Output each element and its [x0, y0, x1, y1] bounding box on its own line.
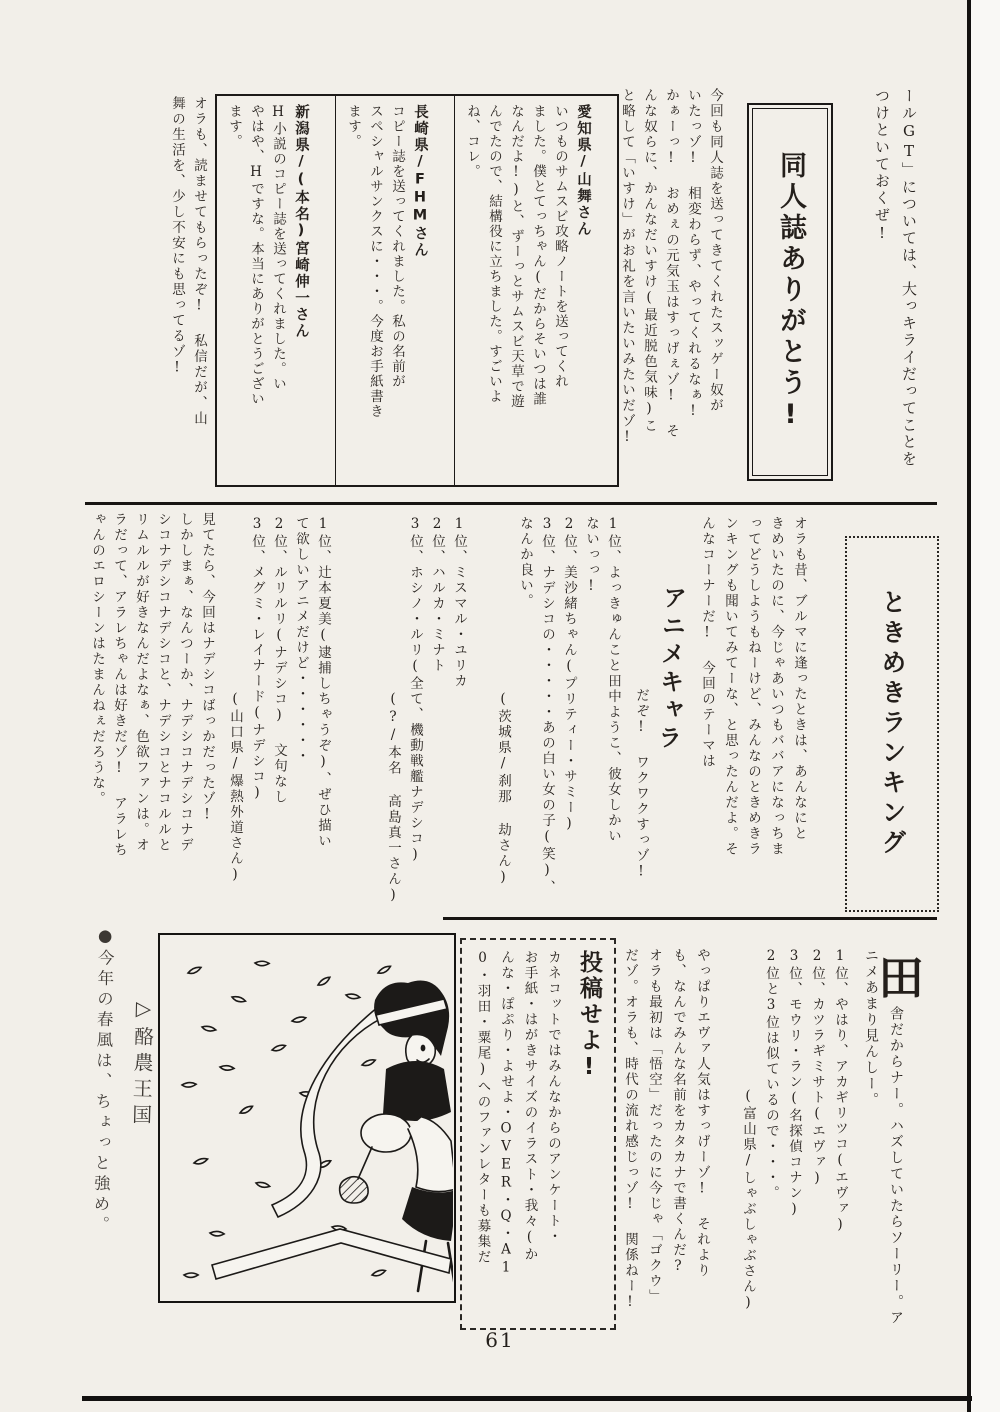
letter-col: やはや、Hですな。本当にありがとうござい	[248, 104, 264, 407]
ranking-entry-4	[736, 948, 851, 1346]
ranking-entry-credit: (茨城県/刹那 劫さん)	[495, 691, 511, 887]
scan-edge-right	[967, 0, 971, 1412]
letter-cell-aichi	[455, 96, 617, 485]
letter-col: スペシャルサンクスに・・・。今度お手紙書き	[367, 104, 383, 419]
letter-cell-nagasaki	[336, 96, 455, 485]
thanks-intro-col: いたっゾ! 相変わらず、やってくれるなぁ!	[685, 88, 701, 421]
thanks-intro-col: んな奴らに、かんなだいすけ(最近脱色気味)こ	[641, 88, 657, 434]
letter-col: ね、コレ。	[464, 104, 480, 179]
outro-col: も、なんでみんな名前をカタカナで書くんだ?	[670, 948, 686, 1276]
ranking-entry-credit: (?/本名 高島真一さん)	[385, 691, 401, 905]
outro-col: やっぱりエヴァ人気はすっげーゾ! それより	[694, 948, 710, 1279]
ranking-theme-suffix-wrap	[630, 516, 652, 924]
ranking-entry-2	[382, 516, 470, 922]
illustration-frame	[158, 933, 456, 1303]
thanks-aside	[166, 96, 210, 506]
ranking-entry-col: 1位、辻本夏美(逮捕しちゃうぞ)、ぜひ描い	[315, 516, 331, 849]
rural-intro-col: 舎だからナー。ハズしていたらソーリー。ア	[888, 1006, 904, 1326]
ranking-intro-col: ってどうしようもねーけど、みんなのときめきラ	[745, 516, 761, 857]
commentary-col: しかしまぁ、なんつーか、ナデシコナデシコナデ	[177, 512, 193, 853]
commentary-col: シコナデシコナデシコと、ナデシコとナコルルと	[155, 512, 171, 853]
letter-header: 長崎県/FHMさん	[412, 104, 428, 259]
ranking-intro-col: んなコーナーだ! 今回のテーマは	[699, 516, 715, 769]
ranking-entry-col: 1位、よっきゅんこと田中ようこ、彼女しかい	[605, 516, 621, 844]
thanks-title: 同人誌ありがとう!	[775, 150, 806, 434]
thanks-aside-col: オラも、読ませてもらったぞ! 私信だが、山	[191, 96, 207, 427]
ranking-entry-col: て欲しいアニメだけど・・・・・・	[293, 516, 309, 764]
commentary-col: 見てたら、今回はナデシコばっかだったゾ!	[199, 512, 215, 825]
ranking-commentary	[86, 512, 218, 948]
ranking-entry-col: 2位と3位は似ているので・・・。	[763, 948, 779, 1201]
outro-col: だゾ。オラも、時代の流れ感じっゾ! 関係ねー!	[622, 948, 638, 1312]
thanks-intro-col: 今回も同人誌を送ってきてくれたスッゲー奴が	[707, 88, 723, 414]
submit-body	[470, 950, 564, 1318]
margin-note-col: つけといておくぜ!	[873, 88, 891, 244]
rural-intro-col: ニメあまり見んしー。	[863, 948, 879, 1108]
letter-col: H小説のコピー誌を送ってくれました。い	[270, 104, 286, 392]
letter-col: いつものサムスビ攻略ノートを送ってくれ	[552, 104, 568, 389]
ranking-entry-1	[492, 516, 624, 922]
section-divider-bottom	[443, 917, 937, 920]
illustration-caption-title: ▷酪農王国	[128, 995, 156, 1131]
girl-in-wind-sketch	[160, 935, 453, 1300]
ranking-intro-col: ンキングも聞いてみてーな、と思ったんだよ。そ	[722, 516, 738, 857]
commentary-col: ゃんのエロシーンはたまんねぇだろうな。	[89, 512, 105, 807]
commentary-col: リムルルが好きなんだよなぁ、色欲ファンは。オ	[133, 512, 149, 853]
letter-col: んでたので、結構役に立ちました。すごいよ	[486, 104, 502, 404]
letter-col: ます。	[226, 104, 242, 149]
letter-col: ます。	[345, 104, 361, 149]
rural-dropcap: 田	[878, 951, 924, 1005]
ranking-intro-col: オラも昔、ブルマに逢ったときは、あんなにと	[791, 516, 807, 842]
ranking-entry-col: 3位、ナデシコの・・・・・あの白い女の子(笑)、	[539, 516, 555, 896]
ranking-entry-col: 1位、ミスマル・ユリカ	[451, 516, 467, 689]
ranking-theme-suffix: だぞ! ワクワクすっゾ!	[633, 688, 649, 882]
thanks-intro-col: かぁーっ! おめぇの元気玉はすっげぇゾ! そ	[663, 88, 679, 439]
ranking-outro	[618, 948, 714, 1352]
ranking-entry-credit: (山口県/爆熱外道さん)	[227, 691, 243, 885]
ranking-entry-3	[224, 516, 334, 922]
letter-header: 愛知県/山舞さん	[575, 104, 591, 238]
letter-col: なんだよ!)と、ずーっとサムスビ天草で遊	[508, 104, 524, 409]
ranking-intro-col: きめいたのに、今じゃあいつもババアになっちま	[768, 516, 784, 857]
ranking-entry-col: ないっっ!	[583, 516, 599, 596]
ranking-intro	[695, 516, 810, 926]
ranking-entry-col: 3位、メグミ・レイナード(ナデシコ)	[249, 516, 265, 803]
submit-col: 0・羽田・粟尾)へのファンレターも募集だ	[474, 950, 491, 1265]
letter-col: ました。僕とてっちゃん(だからそいつは誰	[530, 104, 546, 407]
ranking-entry-col: 3位、ホシノ・ルリ(全て、機動戦艦ナデシコ)	[407, 516, 423, 865]
section-divider-top	[85, 502, 937, 505]
ranking-entry-col: なんか良い。	[517, 516, 533, 609]
ranking-entry-col: 3位、モウリ・ラン(名探偵コナン)	[786, 948, 802, 1219]
ranking-title-box	[845, 536, 939, 912]
ranking-entry-col: 1位、やはり、アカギリツコ(エヴァ)	[832, 948, 848, 1235]
letters-table	[215, 94, 619, 487]
letter-col: コピー誌を送ってくれました。私の名前が	[389, 104, 405, 389]
letter-cell-niigata	[217, 96, 336, 485]
thanks-title-box	[747, 103, 833, 481]
ranking-entry-col: 2位、ハルカ・ミナト	[429, 516, 445, 674]
thanks-intro-col: と略して「いすけ」がお礼を言いたいみたいだゾ!	[619, 88, 635, 447]
page-number: 61	[485, 1328, 515, 1352]
thanks-intro	[616, 88, 726, 508]
margin-note-col: ールGT」については、大っキライだってことを	[900, 88, 918, 468]
ranking-entry-col: 2位、美沙緒ちゃん(プリティー・サミー)	[561, 516, 577, 834]
commentary-col: ラだって、アラレちゃんは好きだゾ! アラレち	[111, 512, 127, 858]
scan-edge-bottom	[82, 1396, 972, 1401]
ranking-entry-col: 2位、ルリルリ(ナデシコ) 文句なし	[271, 516, 287, 805]
ranking-title: ときめきランキング	[878, 589, 907, 859]
submit-title: 投稿せよ!	[576, 950, 602, 1083]
submit-box	[460, 938, 616, 1330]
outro-col: オラも最初は「悟空」だったのに今じゃ「ゴクウ」	[646, 948, 662, 1305]
ranking-entry-col: 2位、カツラギミサト(エヴァ)	[809, 948, 825, 1188]
submit-col: お手紙・はがきサイズのイラスト・我々(か	[521, 950, 538, 1263]
thanks-aside-col: 舞の生活を、少し不安にも思ってるゾ!	[169, 96, 185, 378]
scan-right-margin	[970, 0, 1000, 1412]
illustration-caption-note: ●今年の春風は、ちょっと強め。	[90, 925, 115, 1237]
rural-intro	[858, 948, 908, 1346]
letter-header: 新潟県/(本名)宮崎伸一さん	[293, 104, 309, 340]
submit-col: んな・ぽぷり・よせよ・OVER・Q・A1	[498, 950, 514, 1278]
ranking-theme: アニメキャラ	[653, 584, 688, 754]
submit-col: カネコットではみんなからのアンケート・	[545, 950, 561, 1245]
ranking-entry-credit: (富山県/しゃぶしゃぶさん)	[740, 1088, 756, 1313]
margin-note	[868, 88, 922, 506]
